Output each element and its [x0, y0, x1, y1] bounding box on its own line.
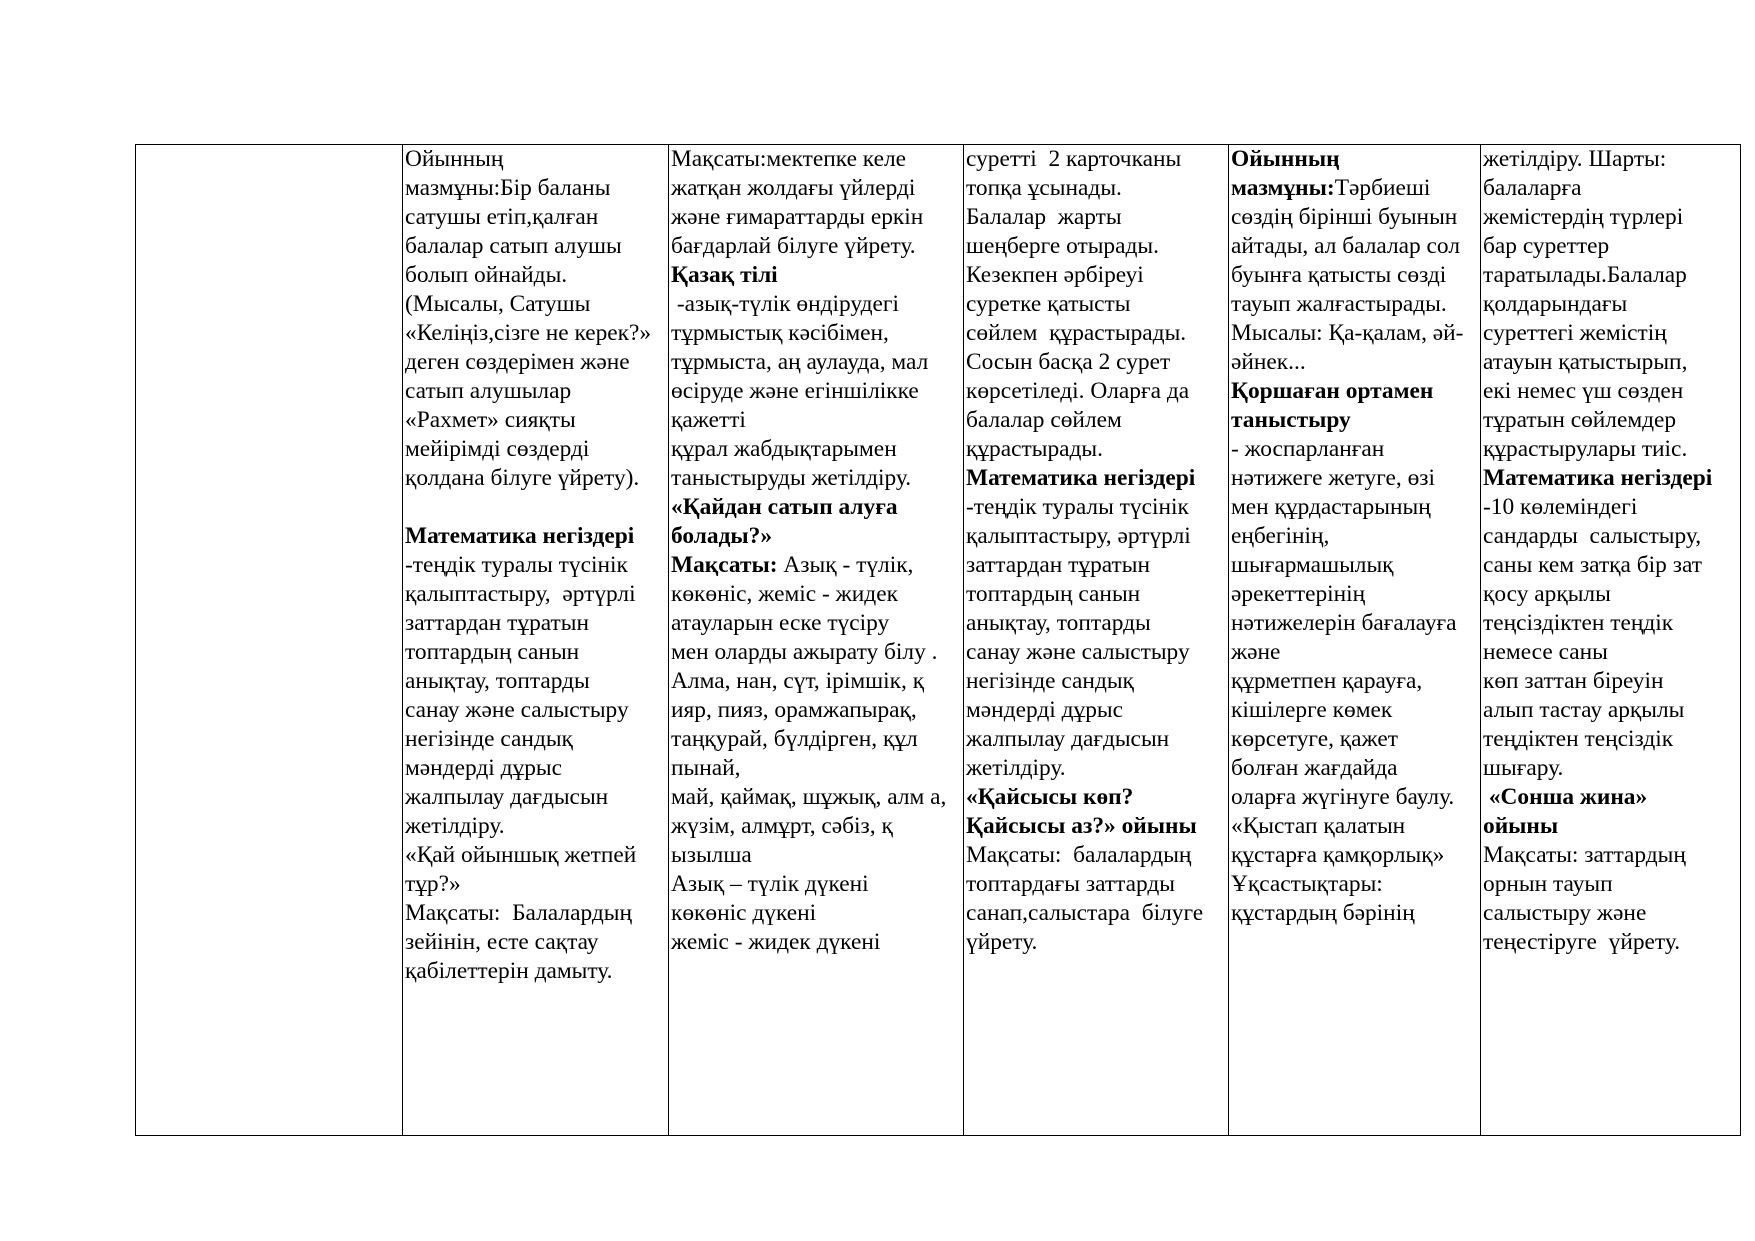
cell-text-line: болады?»: [671, 523, 773, 549]
cell-text-line: балаларға: [1483, 175, 1582, 201]
cell-text-line: көкөніс, жеміс - жидек: [671, 581, 898, 607]
cell-text-line: суреттегі жемістің: [1483, 320, 1667, 346]
cell-text-line: ойыны: [1483, 813, 1559, 839]
cell-text-line: «Қыстап қалатын: [1231, 813, 1406, 839]
cell-text-line: мен құрдастарының: [1231, 494, 1431, 520]
cell-text-line: еңбегінің,: [1231, 523, 1330, 549]
table-cell-empty: [136, 145, 403, 1136]
cell-text-line: анықтау, топтарды: [405, 668, 590, 694]
cell-text-line: ызылша: [671, 842, 752, 868]
cell-text-line: (Мысалы, Сатушы: [405, 291, 591, 317]
cell-text-line: май, қаймақ, шұжық, алм а,: [671, 784, 947, 810]
cell-text-line: топтардың санын: [405, 639, 580, 665]
cell-text-line: Сосын басқа 2 сурет: [966, 349, 1171, 375]
cell-text-line: құрал жабдықтарымен: [671, 436, 897, 462]
cell-text-line: Балалар жарты: [966, 204, 1122, 230]
cell-text-line: «Рахмет» сияқты: [405, 407, 576, 433]
cell-text-line: тұрмыстық кәсібімен,: [671, 320, 889, 346]
cell-text-line: [405, 493, 666, 522]
cell-text-line: қолдарындағы: [1483, 291, 1628, 317]
cell-text-line: алып тастау арқылы: [1483, 697, 1685, 723]
cell-text-line: Мақсаты: балалардың: [966, 842, 1192, 868]
cell-text-line: «Келіңіз,сізге не керек?»: [405, 320, 652, 346]
cell-text-line: оларға жүгінуге баулу.: [1231, 784, 1455, 810]
cell-text-line: буынға қатысты сөзді: [1231, 262, 1447, 288]
cell-text-line: немесе саны: [1483, 639, 1608, 665]
cell-text-line: жетілдіру.: [405, 813, 505, 839]
cell-text-line: Мақсаты: Балалардың: [405, 900, 632, 926]
cell-text-line: теңдіктен теңсіздік: [1483, 726, 1674, 752]
cell-text-line: жетілдіру. Шарты:: [1483, 146, 1667, 172]
cell-text-line: мен оларды ажырату білу .: [671, 639, 938, 665]
cell-text-line: топтардың санын: [966, 581, 1141, 607]
cell-text-line: «Қайсысы көп?: [966, 784, 1134, 810]
cell-text-line: «Қай ойыншық жетпей: [405, 842, 637, 868]
cell-text-line: тұр?»: [405, 871, 461, 897]
cell-text-line: тұрмыста, аң аулауда, мал: [671, 349, 929, 375]
cell-text-line: жемістердің түрлері: [1483, 204, 1684, 230]
cell-text-line: санап,салыстара білуге: [966, 900, 1204, 926]
cell-text-line: нәтижеге жетуге, өзі: [1231, 465, 1436, 491]
table-cell-game-content: [403, 145, 669, 1136]
cell-text-line: болып ойнайды.: [405, 262, 568, 288]
cell-text-line: негізінде сандық: [966, 668, 1134, 694]
cell-text-line: Қайсысы аз?» ойыны: [966, 813, 1197, 839]
cell-text-line: жетілдіру.: [966, 755, 1066, 781]
cell-text-line: әйнек...: [1231, 349, 1306, 375]
cell-text-line: айтады, ал балалар сол: [1231, 233, 1460, 259]
cell-text-line: және: [1231, 639, 1281, 665]
cell-text-line: Мақсаты: Азық - түлік,: [671, 552, 914, 578]
table-cell-environment: [1229, 145, 1481, 1136]
cell-text-line: қолдана білуге үйрету).: [405, 465, 640, 491]
cell-text-line: нәтижелерін бағалауға: [1231, 610, 1457, 636]
cell-text-line: таныстыру: [1231, 407, 1351, 433]
cell-text-line: құрастырулары тиіс.: [1483, 436, 1688, 462]
cell-text-line: мазмұны:Бір баланы: [405, 175, 611, 201]
cell-text-line: -азық-түлік өндірудегі: [671, 291, 900, 317]
cell-text-line: және ғимараттарды еркін: [671, 204, 924, 230]
cell-text-line: теңсіздіктен теңдік: [1483, 610, 1674, 636]
cell-text-line: таныстыруды жетілдіру.: [671, 465, 912, 491]
cell-text-line: зейінін, есте сақтау: [405, 929, 599, 955]
cell-text-line: сөздің бірінші буынын: [1231, 204, 1458, 230]
cell-text-line: шығару.: [1483, 755, 1564, 781]
cell-text-line: Қоршаған ортамен: [1231, 378, 1434, 404]
cell-text-line: Алма, нан, сүт, ірімшік, қ: [671, 668, 925, 694]
cell-text-line: атауын қатыстырып,: [1483, 349, 1688, 375]
cell-text-line: үйрету.: [966, 929, 1038, 955]
cell-text-line: салыстыру және: [1483, 900, 1647, 926]
cell-text-line: «Қайдан сатып алуға: [671, 494, 898, 520]
cell-text-line: құрметпен қарауға,: [1231, 668, 1423, 694]
cell-text-line: Математика негіздері: [966, 465, 1196, 491]
cell-text-line: сатушы етіп,қалған: [405, 204, 599, 230]
cell-text-line: болған жағдайда: [1231, 755, 1398, 781]
cell-text-line: - жоспарланған: [1231, 436, 1385, 462]
cell-text-line: мазмұны:Тәрбиеші: [1231, 175, 1431, 201]
cell-text-line: -теңдік туралы түсінік: [966, 494, 1189, 520]
cell-text-line: заттардан тұратын: [966, 552, 1151, 578]
cell-text-line: мәндерді дұрыс: [966, 697, 1124, 723]
cell-text-line: көрсетуге, қажет: [1231, 726, 1398, 752]
cell-text-line: атауларын еске түсіру: [671, 610, 890, 636]
cell-text-line: -теңдік туралы түсінік: [405, 552, 628, 578]
cell-text-line: Кезекпен әрбіреуі: [966, 262, 1144, 288]
cell-text-line: теңестіруге үйрету.: [1483, 929, 1681, 955]
cell-text-line: екі немес үш сөзден: [1483, 378, 1684, 404]
cell-text-line: жеміс - жидек дүкені: [671, 929, 881, 955]
cell-text-line: қосу арқылы: [1483, 581, 1611, 607]
cell-text-line: «Сонша жина»: [1483, 784, 1648, 810]
cell-text-line: Математика негіздері: [1483, 465, 1713, 491]
cell-text-line: құрастырады.: [966, 436, 1103, 462]
cell-text-line: суретті 2 карточканы: [966, 146, 1182, 172]
cell-text-line: Азық – түлік дүкені: [671, 871, 869, 897]
cell-text-line: жалпылау дағдысын: [966, 726, 1170, 752]
cell-text-line: қалыптастыру, әртүрлі: [405, 581, 636, 607]
cell-text-line: санау және салыстыру: [966, 639, 1190, 665]
table-cell-kazakh-language: [669, 145, 964, 1136]
cell-text-line: мәндерді дұрыс: [405, 755, 563, 781]
cell-text-line: әрекеттерінің: [1231, 581, 1366, 607]
cell-text-line: кішілерге көмек: [1231, 697, 1393, 723]
cell-text-line: Ойынның: [405, 146, 504, 172]
cell-text-line: орнын тауып: [1483, 871, 1613, 897]
cell-text-line: пынай,: [671, 755, 741, 781]
cell-text-line: таңқурай, бүлдірген, құл: [671, 726, 918, 752]
cell-text-line: көкөніс дүкені: [671, 900, 817, 926]
cell-text-line: саны кем затқа бір зат: [1483, 552, 1702, 578]
cell-text-line: заттардан тұратын: [405, 610, 590, 636]
cell-text-line: жатқан жолдағы үйлерді: [671, 175, 916, 201]
table-cell-math-comparison: [1481, 145, 1741, 1136]
cell-text-line: ияр, пияз, орамжапырақ,: [671, 697, 917, 723]
cell-text-line: топқа ұсынады.: [966, 175, 1122, 201]
cell-text-line: құстарға қамқорлық»: [1231, 842, 1445, 868]
cell-text-line: бағдарлай білуге үйрету.: [671, 233, 916, 259]
cell-text-line: Мақсаты: заттардың: [1483, 842, 1686, 868]
cell-text-line: деген сөздерімен және: [405, 349, 630, 375]
cell-text-line: бар суреттер: [1483, 233, 1610, 259]
cell-text-line: мейірімді сөздерді: [405, 436, 590, 462]
cell-text-line: сандарды салыстыру,: [1483, 523, 1702, 549]
cell-text-line: Қазақ тілі: [671, 262, 778, 288]
cell-text-line: балалар сатып алушы: [405, 233, 622, 259]
cell-text-line: Ойынның: [1231, 146, 1340, 172]
cell-text-line: жүзім, алмұрт, сәбіз, қ: [671, 813, 893, 839]
cell-text-line: балалар сөйлем: [966, 407, 1122, 433]
cell-text-line: Мысалы: Қа-қалам, әй-: [1231, 320, 1464, 346]
cell-text-line: санау және салыстыру: [405, 697, 629, 723]
cell-text-line: Математика негіздері: [405, 523, 635, 549]
cell-text-line: көп заттан біреуін: [1483, 668, 1664, 694]
cell-text-line: Мақсаты:мектепке келе: [671, 146, 907, 172]
cell-text-line: қабілеттерін дамыту.: [405, 958, 613, 984]
cell-text-line: қажетті: [671, 407, 746, 433]
cell-text-line: көрсетіледі. Оларға да: [966, 378, 1190, 404]
lesson-plan-table: [135, 144, 1741, 1136]
cell-text-line: тауып жалғастырады.: [1231, 291, 1447, 317]
table-cell-mathematics: [964, 145, 1229, 1136]
cell-text-line: жалпылау дағдысын: [405, 784, 609, 810]
cell-text-line: -10 көлеміндегі: [1483, 494, 1638, 520]
cell-text-line: Ұқсастықтары:: [1231, 871, 1383, 897]
cell-text-line: сөйлем құрастырады.: [966, 320, 1187, 346]
table-row: [136, 145, 1741, 1136]
cell-text-line: топтардағы заттарды: [966, 871, 1175, 897]
cell-text-line: суретке қатысты: [966, 291, 1131, 317]
cell-text-line: анықтау, топтарды: [966, 610, 1151, 636]
cell-text-line: таратылады.Балалар: [1483, 262, 1687, 288]
cell-text-line: құстардың бәрінің: [1231, 900, 1415, 926]
cell-text-line: шығармашылық: [1231, 552, 1394, 578]
cell-text-line: тұратын сөйлемдер: [1483, 407, 1677, 433]
cell-text-line: сатып алушылар: [405, 378, 572, 404]
cell-text-line: қалыптастыру, әртүрлі: [966, 523, 1191, 549]
cell-text-line: өсіруде және егіншілікке: [671, 378, 919, 404]
cell-text-line: шеңберге отырады.: [966, 233, 1159, 259]
cell-text-line: негізінде сандық: [405, 726, 573, 752]
